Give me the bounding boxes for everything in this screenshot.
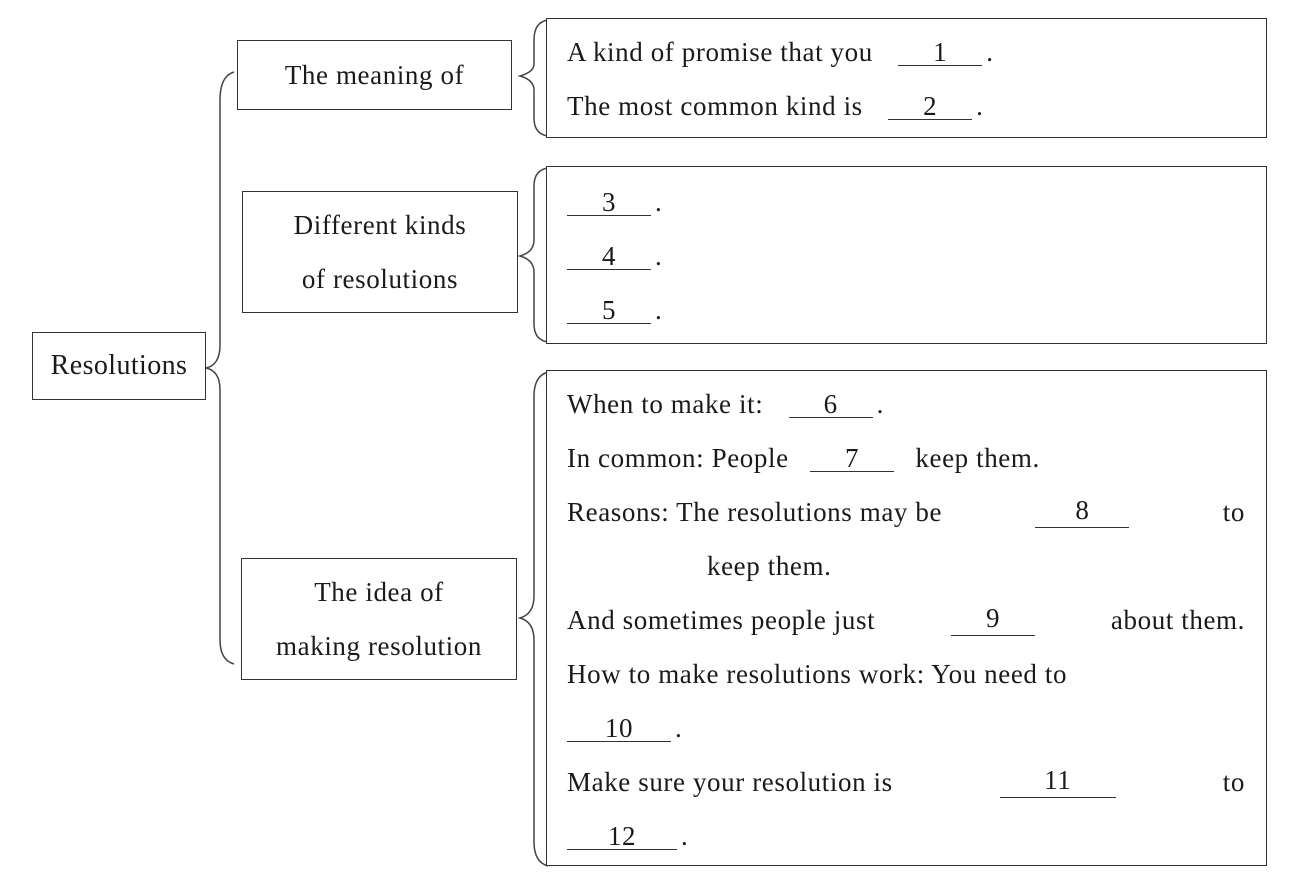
branch-kinds-label-line1: Different kinds: [293, 210, 467, 240]
idea-reasons-cont-line: keep them.: [707, 551, 832, 581]
kinds-box: [546, 166, 1267, 344]
meaning-box: [546, 18, 1267, 138]
branch-meaning: [237, 40, 512, 110]
kinds-brace: [520, 168, 548, 342]
idea-reasons-line: Reasons: The resolutions may be 8 to: [567, 495, 1245, 527]
blank-10[interactable]: 10: [567, 715, 671, 742]
blank-6[interactable]: 6: [789, 391, 873, 418]
idea-makesure-cont-line: 12 .: [567, 821, 688, 852]
root-node: [32, 332, 206, 400]
meaning-line-2: The most common kind is 2 .: [567, 91, 984, 121]
blank-5[interactable]: 5: [567, 297, 651, 324]
idea-brace: [520, 372, 548, 866]
blank-3[interactable]: 3: [567, 189, 651, 216]
blank-12[interactable]: 12: [567, 823, 677, 850]
branch-kinds-label-line2: of resolutions: [301, 264, 459, 294]
kinds-item-4: 4 .: [567, 241, 662, 272]
branch-idea-label-line2: making resolution: [276, 631, 482, 661]
blank-8[interactable]: 8: [1035, 497, 1129, 528]
idea-how-line: How to make resolutions work: You need to: [567, 659, 1068, 689]
root-label: Resolutions: [50, 350, 188, 381]
blank-9[interactable]: 9: [951, 605, 1035, 636]
branch-idea-label-line1: The idea of: [314, 577, 444, 607]
kinds-item-5: 5 .: [567, 295, 662, 326]
blank-2[interactable]: 2: [888, 93, 972, 120]
branch-kinds: [242, 191, 518, 313]
idea-makesure-line: Make sure your resolution is 11 to: [567, 765, 1245, 797]
idea-when-line: When to make it: 6 .: [567, 389, 885, 419]
blank-4[interactable]: 4: [567, 243, 651, 270]
idea-box: [546, 370, 1267, 866]
branch-idea: [241, 558, 517, 680]
meaning-brace: [520, 20, 548, 136]
kinds-item-3: 3 .: [567, 187, 662, 218]
blank-7[interactable]: 7: [810, 445, 894, 472]
branch-meaning-label: The meaning of: [284, 60, 465, 90]
blank-1[interactable]: 1: [898, 39, 982, 66]
meaning-line-1: A kind of promise that you 1 .: [567, 37, 994, 67]
idea-sometimes-line: And sometimes people just 9 about them.: [567, 603, 1245, 635]
blank-11[interactable]: 11: [1000, 767, 1116, 798]
idea-common-line: In common: People 7 keep them.: [567, 443, 1040, 473]
idea-how-cont-line: 10 .: [567, 713, 682, 744]
root-brace: [206, 72, 234, 664]
